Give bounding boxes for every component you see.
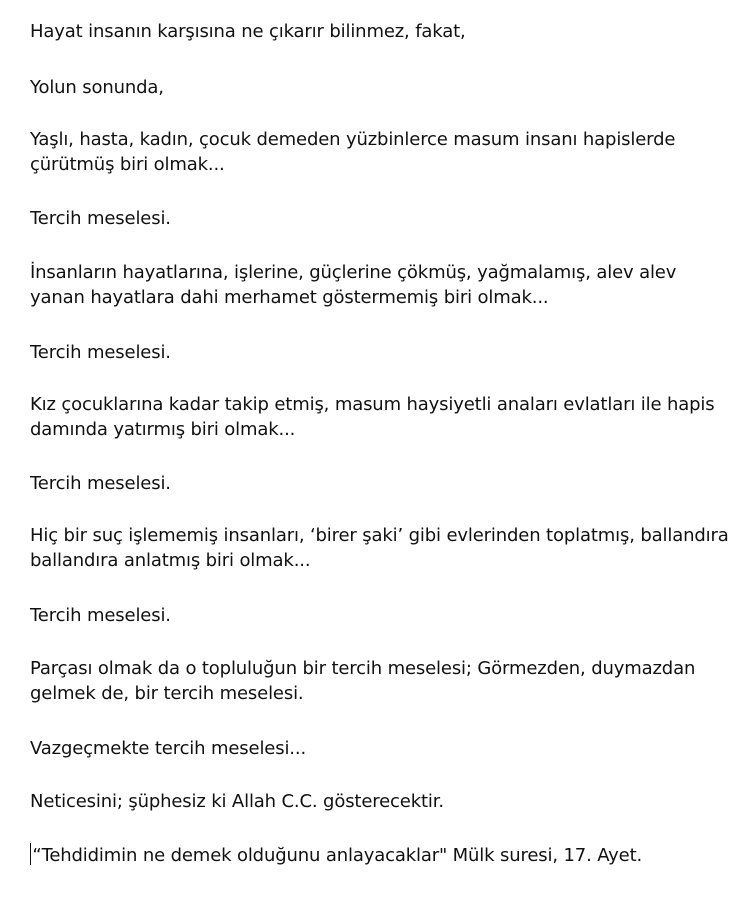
paragraph-verse-quote	[30, 843, 730, 868]
paragraph-innocents: Hiç bir suç işlememiş insanları, ‘birer şaki’ gibi evlerinden toplatmış, ballandıra ballandıra anlatmış biri olmak...	[30, 525, 729, 571]
paragraph-outcome: Neticesini; şüphesiz ki Allah C.C. gösterecektir.	[30, 791, 444, 812]
paragraph-choice-3: Tercih meselesi.	[30, 473, 171, 494]
paragraph-livelihoods: İnsanların hayatlarına, işlerine, güçlerine çökmüş, yağmalamış, alev alev yanan hayatlara dahi merhamet göstermemiş biri olmak...	[30, 262, 677, 308]
paragraph-community: Parçası olmak da o topluluğun bir tercih meselesi; Görmezden, duymazdan gelmek de, bir tercih meselesi.	[30, 658, 696, 704]
verse-quote-text: “Tehdidimin ne demek olduğunu anlayacaklar" Mülk suresi, 17. Ayet.	[32, 845, 643, 866]
paragraph-opening: Hayat insanın karşısına ne çıkarır bilinmez, fakat,	[30, 21, 466, 42]
paragraph-end-of-road: Yolun sonunda,	[30, 77, 164, 98]
paragraph-mothers: Kız çocuklarına kadar takip etmiş, masum haysiyetli anaları evlatları ile hapis damında yatırmış biri olmak...	[30, 394, 715, 440]
paragraph-choice-2: Tercih meselesi.	[30, 342, 171, 363]
paragraph-choice-1: Tercih meselesi.	[30, 208, 171, 229]
paragraph-choice-4: Tercih meselesi.	[30, 605, 171, 626]
paragraph-prisons: Yaşlı, hasta, kadın, çocuk demeden yüzbinlerce masum insanı hapislerde çürütmüş biri olmak...	[30, 129, 676, 175]
paragraph-giving-up: Vazgeçmekte tercih meselesi...	[30, 738, 307, 759]
